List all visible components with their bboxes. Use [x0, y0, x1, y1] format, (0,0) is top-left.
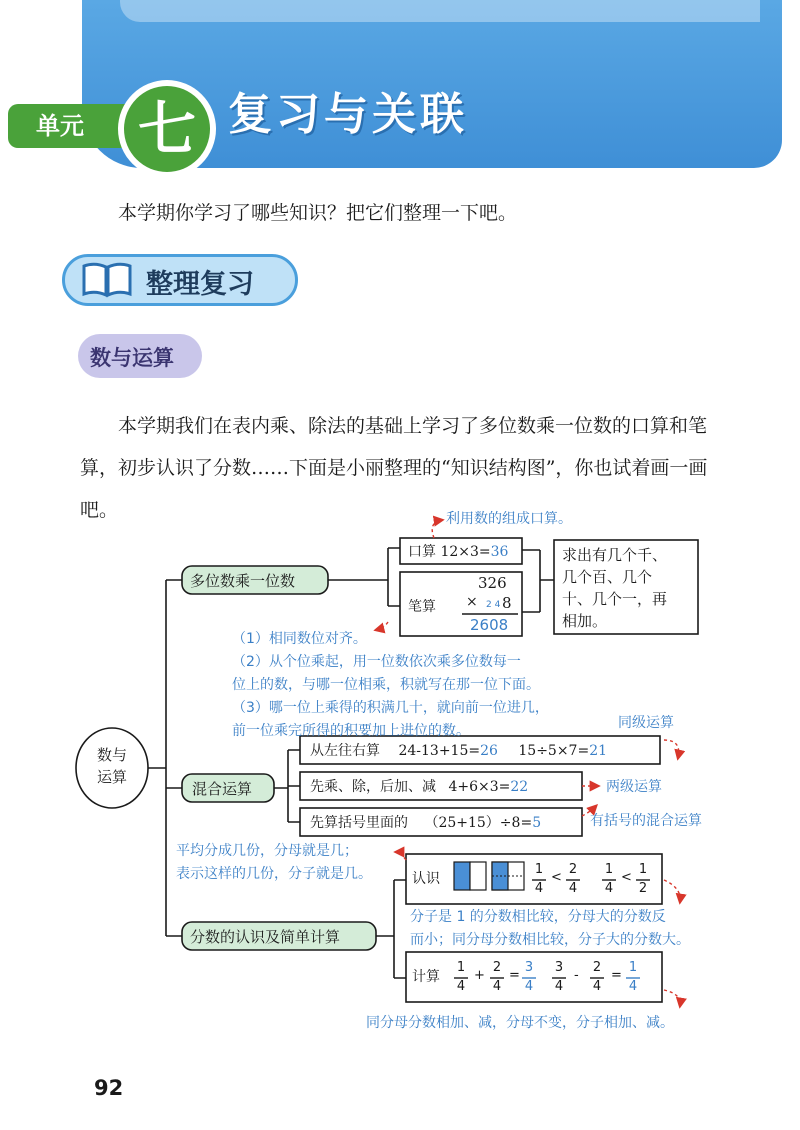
calc-label: 计算	[412, 969, 440, 985]
mixed-row2-label: 先乘、除，后加、减	[310, 779, 436, 795]
chapter-title: 复习与关联	[228, 89, 468, 140]
denominator: 4	[604, 881, 614, 896]
mixed-row1	[310, 740, 607, 760]
rule-line-4: （3）哪一位上乘得的积满几十，就向前一位进几，	[232, 700, 549, 716]
calc-expr2-a	[552, 958, 566, 996]
denominator: 4	[492, 979, 502, 994]
explain-line-4: 相加。	[562, 612, 608, 630]
oral-expr: 12×3=	[440, 544, 491, 560]
written-top: 326	[478, 574, 507, 592]
note-same-level: 同级运算	[618, 715, 674, 731]
know-cmp2-sign: <	[621, 870, 632, 885]
unit-label: 单元	[36, 112, 84, 140]
intro-text: 本学期你学习了哪些知识？把它们整理一下吧。	[118, 202, 518, 224]
rule-line-3: 位上的数，与哪一位相乘，积就写在那一位下面。	[232, 677, 540, 693]
numerator: 1	[628, 960, 638, 975]
rule-line-5: 前一位乘完所得的积要加上进位的数。	[232, 723, 470, 739]
mixed-row1-ans2: 21	[589, 743, 608, 759]
note-bracket: 有括号的混合运算	[590, 813, 702, 829]
written-bottom: 8	[502, 594, 512, 612]
numerator: 2	[592, 960, 602, 975]
know-label: 认识	[412, 871, 440, 887]
denominator: 4	[568, 881, 578, 896]
compare-note-line-2: 而小；同分母分数相比较，分子大的分数大。	[410, 932, 690, 948]
numerator: 2	[492, 960, 502, 975]
root-line-1: 数与	[96, 746, 127, 764]
numerator: 1	[638, 862, 648, 877]
mixed-row2	[310, 776, 528, 796]
calc-expr1-a	[454, 958, 468, 996]
mixed-row3-ans: 5	[532, 815, 542, 831]
calc-expr1-b	[490, 958, 504, 996]
fraction-note-line-2: 表示这样的几份，分子就是几。	[176, 866, 372, 882]
mixed-row1-ans1: 26	[480, 743, 498, 759]
note-oral: 利用数的组成口算。	[446, 511, 572, 527]
mixed-row3-expr: （25+15）÷8=	[424, 815, 533, 831]
written-answer: 2608	[470, 616, 509, 634]
mixed-row2-ans: 22	[510, 779, 529, 795]
body-paragraph: 本学期我们在表内乘、除法的基础上学习了多位数乘一位数的口算和笔算，初步认识了分数……下面是小丽整理的“知识结构图”，你也试着画一画吧。	[80, 415, 708, 521]
compare-note-line-1: 分子是 1 的分数相比较，分母大的分数反	[410, 909, 666, 925]
oral-answer: 36	[490, 544, 509, 560]
written-op: ×	[466, 594, 478, 610]
numerator: 1	[456, 960, 466, 975]
unit-number: 七	[137, 95, 196, 163]
numerator: 1	[604, 862, 614, 877]
calc-expr1-op: +	[474, 968, 485, 983]
know-cmp2-right	[636, 860, 650, 898]
numerator: 1	[534, 862, 544, 877]
mixed-row1-expr2: 15÷5×7=	[518, 743, 590, 759]
denominator: 4	[524, 979, 534, 994]
denominator: 4	[592, 979, 602, 994]
fraction-note-line-1: 平均分成几份，分母就是几；	[176, 843, 358, 859]
calc-expr2-op: -	[574, 968, 579, 983]
know-cmp1-sign: <	[551, 870, 562, 885]
fraction-compare-note	[410, 906, 690, 952]
written-label: 笔算	[408, 599, 436, 615]
explain-line-3: 十、几个一，再	[562, 590, 668, 608]
mixed-row1-expr1: 24-13+15=	[398, 743, 481, 759]
explain-box-text	[562, 544, 667, 632]
denominator: 2	[638, 881, 648, 896]
mixed-row3-label: 先算括号里面的	[310, 815, 408, 831]
rule-line-2: （2）从个位乘起，用一位数依次乘多位数每一	[232, 654, 521, 670]
explain-line-2: 几个百、几个	[562, 568, 653, 586]
written-carry: 2 4	[486, 600, 501, 610]
denominator: 4	[456, 979, 466, 994]
section-heading: 数与运算	[90, 346, 174, 370]
calc-eq2: =	[611, 968, 622, 983]
mixed-row3	[310, 812, 541, 832]
branch-mixed-label: 混合运算	[192, 780, 253, 798]
know-cmp1-left	[532, 860, 546, 898]
branch-multiply-label: 多位数乘一位数	[190, 572, 296, 590]
denominator: 4	[628, 979, 638, 994]
denominator: 4	[554, 979, 564, 994]
explain-line-1: 求出有几个千、	[562, 546, 668, 564]
numerator: 3	[554, 960, 564, 975]
root-node-label	[94, 744, 130, 788]
note-two-level: 两级运算	[606, 779, 662, 795]
calc-eq1: =	[509, 968, 520, 983]
oral-label: 口算	[408, 544, 436, 560]
review-heading: 整理复习	[146, 269, 254, 300]
know-cmp2-left	[602, 860, 616, 898]
numerator: 3	[524, 960, 534, 975]
rule-line-1: （1）相同数位对齐。	[232, 631, 367, 647]
denominator: 4	[534, 881, 544, 896]
calc-expr2-ans	[626, 958, 640, 996]
know-cmp1-right	[566, 860, 580, 898]
mixed-row1-label: 从左往右算	[310, 743, 380, 759]
root-line-2: 运算	[96, 768, 127, 786]
page-number: 92	[94, 1076, 124, 1100]
calc-expr2-b	[590, 958, 604, 996]
written-rules	[232, 628, 549, 743]
calc-expr1-ans	[522, 958, 536, 996]
branch-fraction-label: 分数的认识及简单计算	[190, 928, 341, 946]
fraction-note	[176, 840, 372, 886]
mixed-row2-expr: 4+6×3=	[448, 779, 511, 795]
calc-note: 同分母分数相加、减，分母不变，分子相加、减。	[366, 1015, 674, 1031]
oral-row	[408, 541, 508, 561]
numerator: 2	[568, 862, 578, 877]
